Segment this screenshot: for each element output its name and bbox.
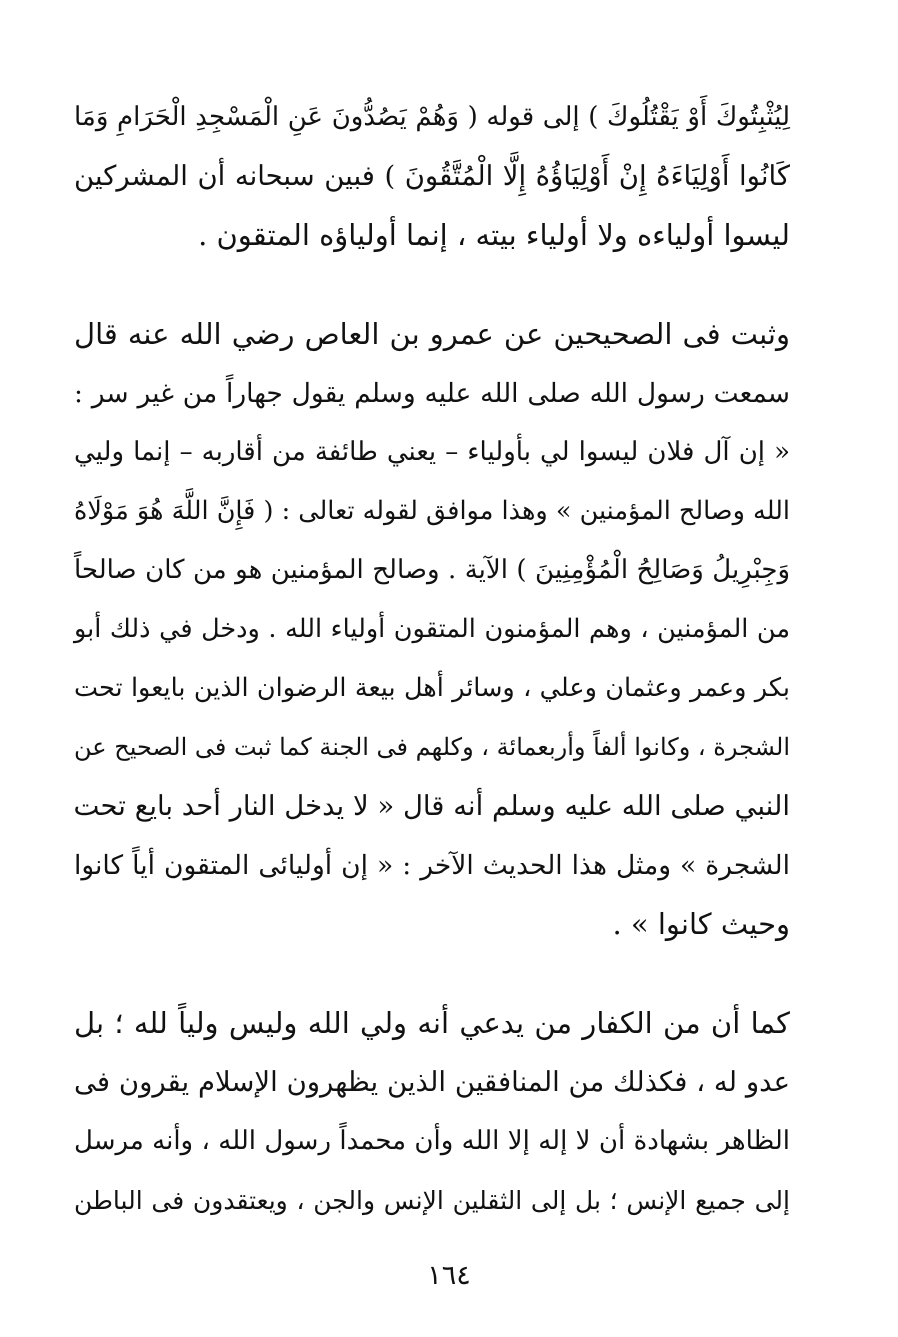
paragraph-gap xyxy=(74,954,790,994)
page-body xyxy=(74,88,790,1230)
text-line: ليسوا أولياءه ولا أولياء بيته ، إنما أولياؤه المتقون . xyxy=(198,218,790,252)
text-line: وَجِبْرِيلُ وَصَالِحُ الْمُؤْمِنِينَ ) الآية . وصالح المؤمنين هو من كان صالحاً xyxy=(74,555,790,585)
paragraph-3 xyxy=(74,994,790,1230)
text-line: كما أن من الكفار من يدعي أنه ولي الله وليس ولياً لله ؛ بل xyxy=(74,1006,790,1040)
text-line: سمعت رسول الله صلى الله عليه وسلم يقول جهاراً من غير سر : xyxy=(74,378,790,409)
text-line: عدو له ، فكذلك من المنافقين الذين يظهرون الإسلام يقرون فى xyxy=(74,1066,790,1098)
paragraph-1 xyxy=(74,88,790,265)
text-line: الشجرة » ومثل هذا الحديث الآخر : « إن أوليائى المتقون أياً كانوا xyxy=(74,850,790,881)
text-line: كَانُوا أَوْلِيَاءَهُ إِنْ أَوْلِيَاؤُهُ إِلَّا الْمُتَّقُونَ ) فبين سبحانه أن المشركين xyxy=(74,160,790,192)
text-line: إلى جميع الإنس ؛ بل إلى الثقلين الإنس والجن ، ويعتقدون فى الباطن xyxy=(74,1186,790,1215)
text-line: الشجرة ، وكانوا ألفاً وأربعمائة ، وكلهم فى الجنة كما ثبت فى الصحيح عن xyxy=(74,733,790,761)
paragraph-gap xyxy=(74,265,790,305)
text-line: الظاهر بشهادة أن لا إله إلا الله وأن محمداً رسول الله ، وأنه مرسل xyxy=(74,1126,790,1156)
text-line: الله وصالح المؤمنين » وهذا موافق لقوله تعالى : ( فَإِنَّ اللَّهَ هُوَ مَوْلَاهُ xyxy=(74,496,790,526)
page-number: ١٦٤ xyxy=(427,1260,471,1291)
text-line: وثبت فى الصحيحين عن عمرو بن العاص رضي الله عنه قال xyxy=(74,317,790,351)
text-line: النبي صلى الله عليه وسلم أنه قال « لا يدخل النار أحد بايع تحت xyxy=(73,790,790,822)
text-line: وحيث كانوا » . xyxy=(612,907,790,941)
text-line: بكر وعمر وعثمان وعلي ، وسائر أهل بيعة الرضوان الذين بايعوا تحت xyxy=(74,673,790,703)
text-line: من المؤمنين ، وهم المؤمنون المتقون أولياء الله . ودخل في ذلك أبو xyxy=(74,614,790,644)
paragraph-2 xyxy=(74,305,790,954)
text-line: « إن آل فلان ليسوا لي بأولياء – يعني طائفة من أقاربه – إنما وليي xyxy=(74,437,790,467)
text-line: لِيُثْبِتُوكَ أَوْ يَقْتُلُوكَ ) إلى قوله ( وَهُمْ يَصُدُّونَ عَنِ الْمَسْجِدِ الْحَرَامِ وَمَا xyxy=(74,102,790,132)
